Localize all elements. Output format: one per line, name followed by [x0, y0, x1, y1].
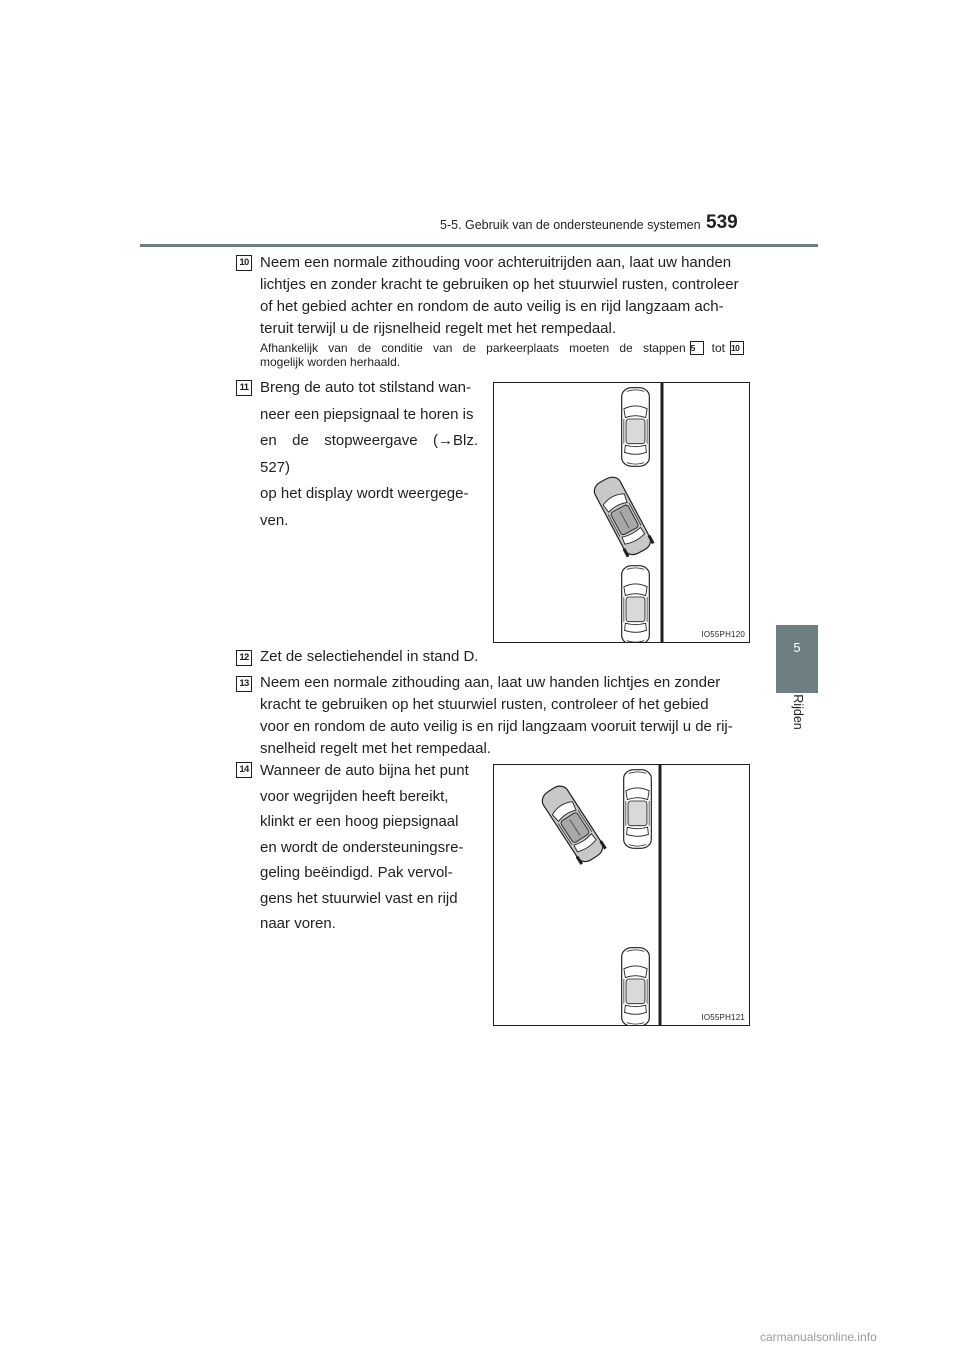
chapter-label [778, 690, 818, 734]
step-ref-badge: 10 [730, 341, 744, 355]
figure-code: IO55PH121 [701, 1013, 745, 1022]
text-line: en de stopweergave (→Blz. 527) [260, 432, 478, 476]
text-line: naar voren. [260, 915, 336, 932]
text-line: op het display wordt weergege- [260, 485, 469, 502]
step-14-text [260, 758, 478, 937]
chapter-label-text: Rijden [791, 694, 805, 730]
text-line: Breng de auto tot stilstand wan- [260, 379, 471, 396]
text-line: Wanneer de auto bijna het punt [260, 762, 469, 779]
note-line: mogelijk worden herhaald. [260, 355, 401, 369]
text-line: gens het stuurwiel vast en rijd [260, 889, 458, 907]
text-line: neer een piepsignaal te horen is [260, 405, 474, 423]
text-line: Neem een normale zithouding aan, laat uw handen lichtjes en zonder [260, 674, 721, 691]
step-number-badge: 13 [236, 676, 252, 692]
step-10-text [260, 252, 744, 340]
step-12-text: Zet de selectiehendel in stand D. [260, 648, 479, 665]
text-line: geling beëindigd. Pak vervol- [260, 864, 453, 881]
text-line: Neem een normale zithouding voor achteruitrijden aan, laat uw handen [260, 254, 732, 271]
ego-car [590, 473, 655, 559]
section-title: 5-5. Gebruik van de ondersteunende systemen [440, 218, 701, 232]
parked-car-front [624, 770, 652, 849]
parking-diagram [494, 383, 749, 642]
note-part: Afhankelijk van de conditie van de parkeerplaats moeten de stappen [260, 341, 686, 355]
step-number-badge: 14 [236, 762, 252, 778]
step-10-note [260, 341, 744, 369]
header-rule [140, 244, 818, 247]
parking-illustration [493, 382, 750, 643]
note-line [260, 341, 744, 355]
step-number-badge: 11 [236, 380, 252, 396]
ego-car [537, 782, 607, 867]
parked-car-rear [622, 948, 650, 1025]
step-ref-badge: 5 [690, 341, 704, 355]
text-line: teruit terwijl u de rijsnelheid regelt met het rempedaal. [260, 320, 617, 337]
text-line: ven. [260, 511, 289, 529]
text-line: voor wegrijden heeft bereikt, [260, 787, 449, 805]
text-line: of het gebied achter en rondom de auto veilig is en rijd langzaam ach- [260, 298, 724, 315]
exit-diagram [494, 765, 749, 1025]
text-line: lichtjes en zonder kracht te gebruiken op het stuurwiel rusten, controleer [260, 276, 739, 293]
footer-watermark[interactable]: carmanualsonline.info [760, 1330, 877, 1344]
text-line: snelheid regelt met het rempedaal. [260, 740, 491, 757]
step-13-text [260, 672, 744, 760]
chapter-tab [776, 625, 818, 693]
figure-code: IO55PH120 [701, 630, 745, 639]
chapter-number: 5 [793, 640, 801, 655]
step-11-text [260, 375, 478, 534]
note-part: tot [711, 341, 725, 355]
parked-car-rear [622, 566, 650, 642]
text-line: en wordt de ondersteuningsre- [260, 838, 464, 856]
text-line: klinkt er een hoog piepsignaal [260, 813, 459, 830]
parked-car-front [622, 388, 650, 467]
step-number-badge: 10 [236, 255, 252, 271]
text-line: kracht te gebruiken op het stuurwiel rusten, controleer of het gebied [260, 696, 709, 713]
exit-illustration [493, 764, 750, 1026]
page-number: 539 [706, 212, 738, 233]
step-number-badge: 12 [236, 650, 252, 666]
text-line: voor en rondom de auto veilig is en rijd langzaam vooruit terwijl u de rij- [260, 718, 733, 735]
